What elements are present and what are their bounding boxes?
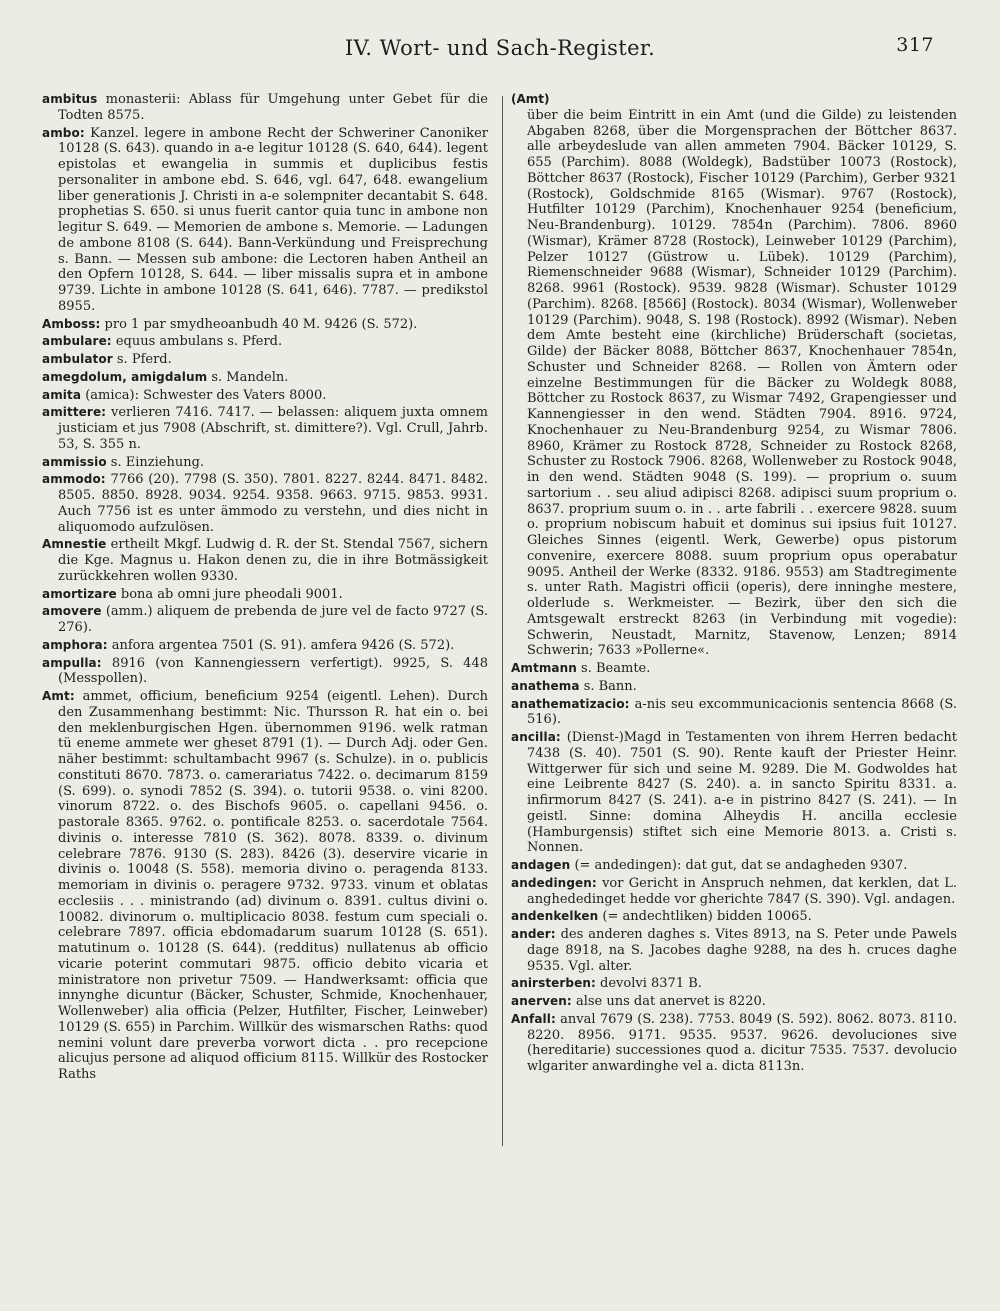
index-entry	[42, 604, 488, 636]
entry-text: verlieren 7416. 7417. — belassen: aliquem juxta omnem justiciam et jus 7908 (Abschrift, st. dimittere?). Vgl. Crull, Jahrb. 53, S. 355 n.	[58, 405, 488, 452]
entry-lemma: ampulla:	[42, 655, 102, 670]
index-entry	[42, 587, 488, 603]
entry-lemma: ambulare:	[42, 334, 112, 349]
entry-lemma: amphora:	[42, 637, 108, 652]
running-head	[0, 30, 1000, 70]
index-entry	[42, 455, 488, 471]
index-entry	[511, 697, 957, 729]
entry-lemma: ander:	[511, 927, 556, 941]
entry-text: s. Einziehung.	[106, 454, 205, 470]
right-column	[511, 92, 957, 1077]
entry-text: alse uns dat anervet is 8220.	[571, 994, 766, 1009]
entry-lemma: amittere:	[42, 405, 107, 420]
entry-lemma: amortizare	[42, 586, 117, 601]
entry-text: devolvi 8371 B.	[595, 976, 702, 992]
entry-lemma: anirsterben:	[511, 976, 596, 991]
entry-text: s. Mandeln.	[207, 369, 289, 385]
index-entry	[511, 976, 957, 992]
index-entry	[42, 656, 488, 688]
index-entry	[42, 537, 488, 584]
index-entry	[42, 352, 488, 368]
entry-lemma: Amt:	[42, 689, 75, 703]
index-entry	[511, 876, 957, 908]
index-entry	[511, 927, 957, 974]
index-entry	[42, 92, 488, 124]
entry-lemma: andagen	[511, 858, 571, 872]
index-entry	[42, 638, 488, 654]
index-entry	[511, 1012, 957, 1075]
entry-lemma: Anfall:	[511, 1011, 556, 1026]
index-entry	[42, 126, 488, 315]
entry-text: monasterii: Ablass für Umgehung unter Gebet für die Todten 8575.	[58, 92, 488, 123]
entry-lemma: amita	[42, 387, 82, 402]
entry-lemma: Amnestie	[42, 537, 107, 552]
index-entry	[42, 317, 488, 333]
entry-lemma: ancilla:	[511, 730, 561, 744]
entry-text: (= andechtliken) bidden 10065.	[598, 909, 812, 925]
index-entry	[511, 730, 957, 856]
entry-text: (Dienst-)Magd in Testamenten von ihrem Herren bedacht 7438 (S. 40). 7501 (S. 90). Rente kauft der Priester Heinr. Wittgerwer für sich und seine M. 9289. Die M. Godwoldes hat eine Leibrente 8427 (S. 240). a. in sancto Spiritu 8331. a. infirmorum 8427 (S. 241). a-e in pistrino 8427 (S. 241). — In geistl. Sinne: domina Alheydis H. ancilla ecclesie (Hamburgensis) stiftet sich eine Memorie 8013. a. Cristi s. Nonnen.	[527, 730, 957, 856]
entry-text: Kanzel. legere in ambone Recht der Schweriner Canoniker 10128 (S. 643). quando in a-e legitur 10128 (S. 640, 644). legent epistolas et ewangelia in summis et duplicibus festis personaliter in ambone ebd. S. 646, vgl. 647, 648. ewangelium liber generationis J. Christi in a-e solempniter decantabit S. 648. prophetias S. 650. si unus fuerit cantor quia tunc in ambone non legitur S. 649. — Memorien de ambone s. Memorie. — Ladungen de ambone 8108 (S. 644). Bann-Verkündung und Freisprechung s. Bann. — Messen sub ambone: die Lectoren haben Antheil an den Opfern 10128, S. 644. — liber missalis supra et in ambone 9739. Lichte in ambone 10128 (S. 641, 646). 7787. — predikstol 8955.	[58, 125, 488, 314]
index-entry	[511, 909, 957, 925]
entry-lemma: ammissio	[42, 454, 107, 469]
entry-lemma: andenkelken	[511, 909, 599, 924]
index-entry	[42, 405, 488, 452]
entry-lemma: Amtmann	[511, 661, 577, 675]
entry-lemma: ambo:	[42, 125, 85, 140]
entry-lemma: ammodo:	[42, 472, 106, 487]
entry-text: 8916 (von Kannengiessern verfertigt). 9925, S. 448 (Messpollen).	[58, 655, 488, 687]
entry-lemma: anerven:	[511, 994, 572, 1008]
entry-text: anval 7679 (S. 238). 7753. 8049 (S. 592). 8062. 8073. 8110. 8220. 8956. 9171. 9535. 9537. 9626. devoluciones sive (hereditarie) successiones quod a. dicitur 7535. 7537. devolucio wlgariter anwardinghe vel a. dicta 8113n.	[527, 1011, 957, 1074]
entry-text: equus ambulans s. Pferd.	[111, 334, 283, 350]
entry-text: s. Beamte.	[576, 661, 651, 676]
entry-lemma: andedingen:	[511, 875, 597, 890]
entry-text: (amm.) aliquem de prebenda de jure vel de facto 9727 (S. 276).	[58, 604, 488, 635]
index-entry	[42, 370, 488, 386]
entry-lemma: ambulator	[42, 352, 113, 366]
index-entry	[42, 388, 488, 404]
continued-entry-text: über die beim Eintritt in ein Amt (und die Gilde) zu leistenden Abgaben 8268, über die Morgensprachen der Böttcher 8637. alle arbeydeslude van allen ammeten 7904. Bäcker 10129, S. 655 (Parchim). 8088 (Woldegk), Badstüber 10073 (Rostock), Böttcher 8637 (Rostock), Fischer 10129 (Parchim), Gerber 9321 (Rostock), Goldschmide 8165 (Wismar). 9767 (Rostock), Hutfilter 10129 (Parchim), Knochenhauer 9254 (beneficium, Neu-Brandenburg). 10129. 7854n (Parchim). 7806. 8960 (Wismar), Krämer 8728 (Rostock), Leinweber 10129 (Parchim), Pelzer 10127 (Güstrow u. Lübek). 10129 (Parchim), Riemenschneider 9688 (Wismar), Schneider 10129 (Parchim). 8268. 9961 (Rostock). 9539. 9828 (Wismar). Schuster 10129 (Parchim). 8268. [8566] (Rostock). 8034 (Wismar), Wollenweber 10129 (Parchim). 9048, S. 198 (Rostock). 8992 (Wismar). Neben dem Amte besteht eine (kirchliche) Brüderschaft (societas, Gilde) der Bäcker 8088, Böttcher 8637, Knochenhauer 7854n, Schuster und Schneider 8268. — Rollen von Ämtern oder einzelne Bestimmungen für die Bäcker zu Woldegk 8088, Böttcher zu Rostock 8637, zu Wismar 7492, Grapengiesser und Kannengiesser in den wend. Städten 7904. 8916. 9724, Knochenhauer zu Neu-Brandenburg 9254, zu Wismar 7806. 8960, Krämer zu Rostock 8728, Schneider zu Rostock 8268, Schuster zu Rostock 7906. 8268, Wollenweber zu Rostock 9048, in den wend. Städten 9048 (S. 199). — proprium o. suum sartorium . . seu aliud adipisci 8268. adipisci suum proprium o. 8637. proprium suum o. in . . arte fabrili . . exercere 9828. suum o. proprium nobiscum habuit et dominus sui ipsius fuit 10127. Gleiches Sinnes (eigentl. Werk, Gewerbe) opus pistorum convenire, exercere 8088. suum proprium opus operabatur 9095. Antheil der Werke (8332. 9186. 9553) am Stadtregimente s. unter Rath. Magistri officii (operis), dere inninghe mestere, olderlude s. Werkmeister. — Bezirk, über den sich die Amtsgewalt erstreckt 8263 (in Verbindung mit vogedie): Schwerin, Neustadt, Marnitz, Stavenow, Lenzen; 8914 Schwerin; 7633 »Pollerne«.	[527, 107, 957, 659]
entry-text: (amica): Schwester des Vaters 8000.	[81, 387, 327, 403]
left-column	[42, 92, 488, 1085]
entry-text: anfora argentea 7501 (S. 91). amfera 9426 (S. 572).	[107, 637, 455, 653]
entry-lemma: ambitus	[42, 92, 98, 106]
entry-text: ammet, officium, beneficium 9254 (eigentl. Lehen). Durch den Zusammenhang bestimmt: Nic. Thursson R. hat ein o. bei den meklenburgischen Hgen. übernommen 9196. welk ratman tü eneme ammete wer gheset 8791 (1). — Durch Adj. oder Gen. näher bestimmt: schultambacht 9967 (s. Schulze). in o. publicis constituti 8670. 7873. o. camerariatus 7422. o. decimarum 8159 (S. 699). o. synodi 7852 (S. 394). o. tutorii 9538. o. vini 8200. vinorum 8722. o. des Bischofs 9605. o. capellani 9456. o. pastorale 8365. 9762. o. pontificale 8253. o. sacerdotale 7564. divinis o. interesse 7810 (S. 362). 8078. 8339. o. divinum celebrare 7876. 9130 (S. 283). 8426 (3). deservire vicarie in divinis o. 10048 (S. 558). memoria divino o. peragenda 8133. memoriam in divinis o. peragere 9732. 9733. vinum et oblatas ecclesiis . . . ministrando (ad) divinum o. 8391. cultus divini o. 10082. divinorum o. multiplicacio 8038. festum cum speciali o. celebrare 7897. officia ebdomadarum suarum 10128 (S. 651). matutinum o. 10128 (S. 644). (redditus) nullatenus ab officio vicarie poterint commutari 9875. officio debito vicaria et ministratore non privetur 7509. — Handwerksamt: officia que innynghe dicuntur (Bäcker, Schuster, Schmide, Knochenhauer, Wollenweber) alia officia (Pelzer, Hutfilter, Fischer, Leinweber) 10129 (S. 655) in Parchim. Willkür des wismarschen Raths: quod nemini volunt dare preverba vorwort dicta . . pro recepcione alicujus persone ad aliquod officium 8115. Willkür des Rostocker Raths	[58, 689, 488, 1082]
index-entry	[42, 689, 488, 1083]
entry-text: vor Gericht in Anspruch nehmen, dat kerklen, dat L. anghededinget hedde vor gherichte 7847 (S. 390). Vgl. andagen.	[527, 875, 957, 907]
entry-text: (= andedingen): dat gut, dat se andagheden 9307.	[570, 858, 908, 873]
entry-lemma: amegdolum, amigdalum	[42, 369, 208, 384]
index-entry	[511, 994, 957, 1010]
entry-text: bona ab omni jure pheodali 9001.	[116, 586, 343, 602]
page-number: 317	[896, 34, 934, 56]
entry-lemma: anathema	[511, 678, 580, 693]
entry-text: s. Bann.	[579, 678, 637, 694]
entry-text: a-nis seu excommunicacionis sentencia 8668 (S. 516).	[527, 696, 957, 728]
entry-lemma: anathematizacio:	[511, 696, 630, 711]
index-entry	[42, 334, 488, 350]
continued-entry-head: (Amt)	[511, 92, 550, 106]
index-entry	[511, 679, 957, 695]
entry-text: des anderen daghes s. Vites 8913, na S. Peter unde Pawels dage 8918, na S. Jacobes daghe 9288, na des h. cruces daghe 9535. Vgl. alter.	[527, 927, 957, 974]
index-entry	[511, 661, 957, 677]
index-entry	[511, 858, 957, 874]
column-divider	[502, 96, 503, 1146]
entry-text: s. Pferd.	[112, 352, 172, 367]
index-entry	[42, 472, 488, 535]
entry-text: ertheilt Mkgf. Ludwig d. R. der St. Stendal 7567, sichern die Kge. Magnus u. Hakon denen zu, die in ihre Botmässigkeit zurückkehren wollen 9330.	[58, 537, 488, 584]
entry-text: pro 1 par smydheoanbudh 40 M. 9426 (S. 572).	[100, 316, 418, 332]
entry-text: 7766 (20). 7798 (S. 350). 7801. 8227. 8244. 8471. 8482. 8505. 8850. 8928. 9034. 9254. 9358. 9663. 9715. 9853. 9931. Auch 7756 ist es unter ämmodo zu verstehn, und dies nicht in aliquomodo aufzulösen.	[58, 472, 488, 535]
entry-lemma: amovere	[42, 604, 102, 619]
page-title: IV. Wort- und Sach-Register.	[344, 36, 656, 60]
entry-lemma: Amboss:	[42, 316, 101, 331]
